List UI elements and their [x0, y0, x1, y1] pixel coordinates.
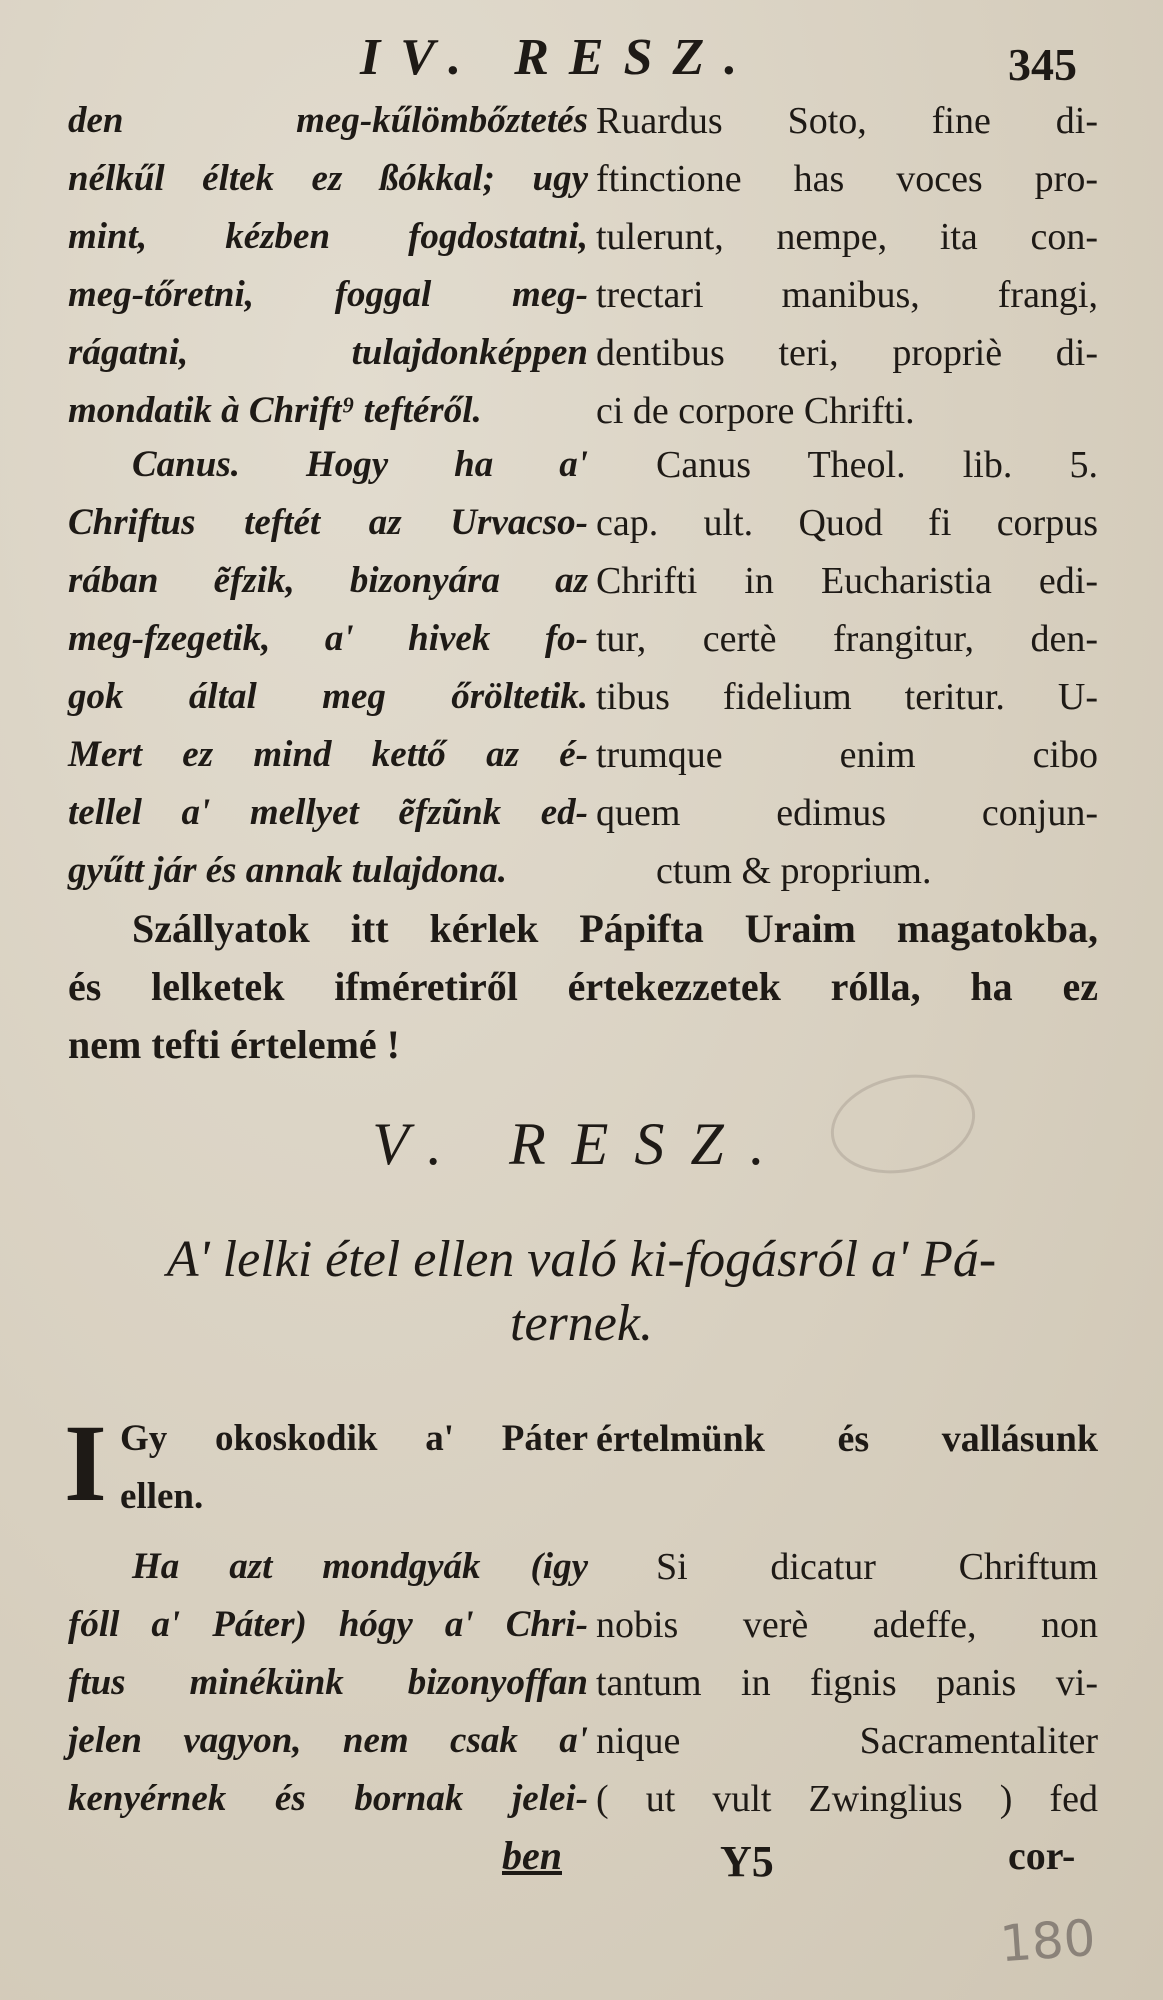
text-line: nem tefti értelemé !	[68, 1022, 400, 1067]
text-line: nélkűl éltek ez ßókkal; ugy	[68, 158, 588, 199]
text-line: meg-fzegetik, a' hivek fo-	[68, 618, 588, 659]
text-line: cap. ult. Quod fi corpus	[596, 502, 1098, 544]
text-line: értelmünk és vallásunk	[596, 1418, 1098, 1460]
running-title: IV. RESZ.	[360, 29, 758, 86]
section-subtitle	[0, 1228, 1163, 1356]
text-line: fóll a' Páter) hógy a' Chri-	[68, 1604, 588, 1645]
text-line: Chrifti in Eucharistia edi-	[596, 560, 1098, 602]
signature-mark: Y5	[720, 1837, 774, 1886]
page-header	[0, 28, 1163, 98]
text-line: dentibus teri, propriè di-	[596, 332, 1098, 374]
text-line: és lelketek ifméretiről értekezzetek rólla, ha ez	[68, 964, 1098, 1009]
section-title: V. RESZ.	[372, 1111, 791, 1177]
text-line: quem edimus conjun-	[596, 792, 1098, 834]
text-line: ctum & proprium.	[656, 850, 932, 892]
text-line: tellel a' mellyet ẽfzũnk ed-	[68, 792, 588, 833]
text-line: tur, certè frangitur, den-	[596, 618, 1098, 660]
text-line: gok által meg őröltetik.	[68, 676, 588, 717]
text-line: jelen vagyon, nem csak a'	[68, 1720, 588, 1761]
opening-right	[596, 1410, 1098, 1526]
catchword-right: cor-	[1008, 1833, 1076, 1878]
latin-column	[596, 1538, 1098, 1828]
text-line: tantum in fignis panis vi-	[596, 1662, 1098, 1704]
text-line: Ha azt mondgyák (igy	[132, 1546, 588, 1587]
full-width-paragraph	[68, 900, 1098, 1074]
text-line: Ruardus Soto, fine di-	[596, 100, 1098, 142]
subtitle-line: ternek.	[510, 1295, 653, 1352]
text-line: mint, kézben fogdostatni,	[68, 216, 588, 257]
text-line: Gy okoskodik a' Páter	[120, 1418, 588, 1459]
text-line: ci de corpore Chrifti.	[596, 390, 915, 432]
text-line: meg-tőretni, foggal meg-	[68, 274, 588, 315]
page-number: 345	[1008, 39, 1077, 90]
text-line: ( ut vult Zwinglius ) fed	[596, 1778, 1098, 1820]
text-line: den meg-kűlömbőztetés	[68, 100, 588, 141]
text-line: Chriftus teftét az Urvacso-	[68, 502, 588, 543]
opening-left	[120, 1410, 588, 1526]
hungarian-column	[68, 436, 588, 900]
subtitle-line: A' lelki étel ellen való ki-fogásról a' Pá-	[166, 1231, 997, 1288]
drop-cap: I	[64, 1402, 107, 1524]
text-line: mondatik à Chrift⁹ teftéről.	[68, 390, 482, 431]
text-line	[596, 1468, 1098, 1526]
text-line: ftinctione has voces pro-	[596, 158, 1098, 200]
text-line: Szállyatok itt kérlek Pápifta Uraim magatokba,	[132, 906, 1098, 951]
text-line: gyűtt jár és annak tulajdona.	[68, 850, 507, 891]
text-line: tulerunt, nempe, ita con-	[596, 216, 1098, 258]
hungarian-column	[68, 92, 588, 440]
text-line: Canus Theol. lib. 5.	[656, 444, 1098, 486]
text-line: nique Sacramentaliter	[596, 1720, 1098, 1762]
archive-number: 180	[998, 1908, 1098, 1974]
text-line: Si dicatur Chriftum	[656, 1546, 1098, 1588]
text-line: tibus fidelium teritur. U-	[596, 676, 1098, 718]
text-line: kenyérnek és bornak jelei-	[68, 1778, 588, 1819]
text-line: trectari manibus, frangi,	[596, 274, 1098, 316]
text-line: rágatni, tulajdonképpen	[68, 332, 588, 373]
catchword-left: ben	[502, 1833, 562, 1878]
text-line: Mert ez mind kettő az é-	[68, 734, 588, 775]
hungarian-column	[68, 1538, 588, 1828]
text-line: ftus minékünk bizonyoffan	[68, 1662, 588, 1703]
text-line: nobis verè adeffe, non	[596, 1604, 1098, 1646]
text-line: rában ẽfzik, bizonyára az	[68, 560, 588, 601]
text-line: ellen.	[120, 1476, 204, 1517]
latin-column	[596, 436, 1098, 900]
latin-column	[596, 92, 1098, 440]
text-line: Canus. Hogy ha a'	[132, 444, 588, 485]
text-line: trumque enim cibo	[596, 734, 1098, 776]
